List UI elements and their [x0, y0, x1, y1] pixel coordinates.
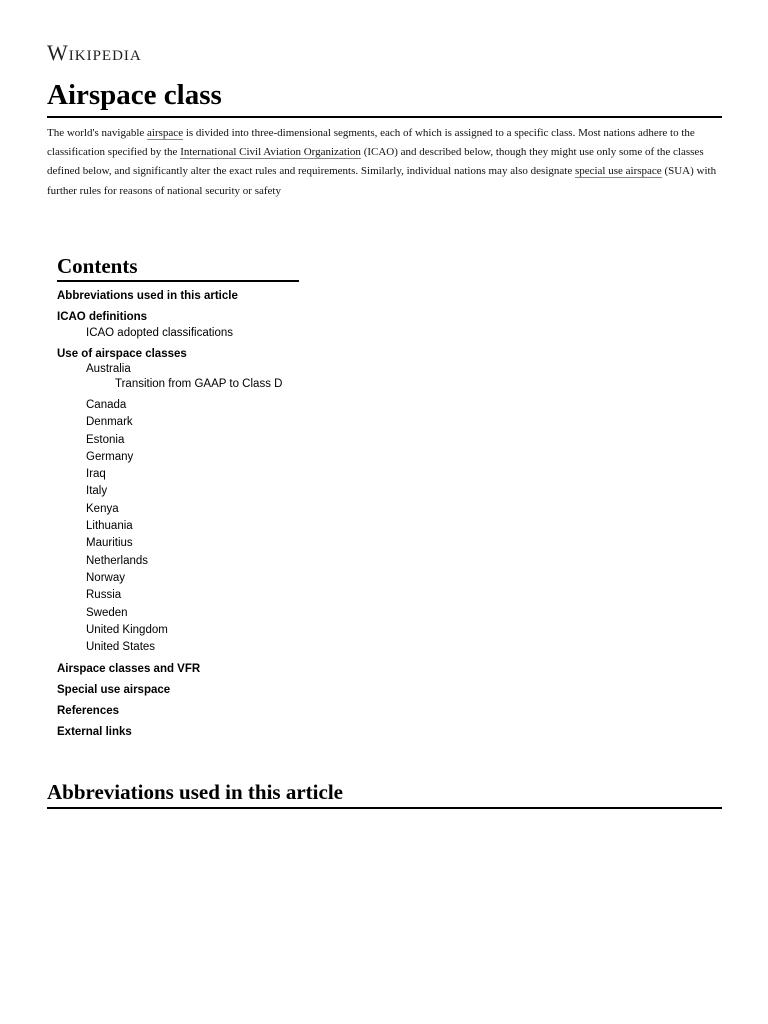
toc-item-use-of-classes[interactable]: Use of airspace classes	[57, 348, 187, 360]
toc-item-russia[interactable]: Russia	[86, 589, 122, 602]
page-title: Airspace class	[47, 77, 722, 118]
intro-text-3: (ICAO) and described below, though they might use only some of the classes defined below, and significantly alter the exact rules and requirements. Similarly, individual nations may also designate	[47, 146, 704, 178]
toc-item-abbreviations[interactable]: Abbreviations used in this article	[57, 290, 238, 302]
toc-item-netherlands[interactable]: Netherlands	[86, 554, 149, 567]
airspace-link[interactable]: airspace	[147, 127, 184, 139]
intro-paragraph	[47, 124, 725, 201]
toc-item-kenya[interactable]: Kenya	[86, 502, 119, 515]
toc-item-references[interactable]: References	[57, 705, 120, 718]
toc-item-special-use[interactable]: Special use airspace	[57, 684, 171, 697]
toc-item-estonia[interactable]: Estonia	[86, 433, 125, 446]
toc-item-icao-definitions[interactable]: ICAO definitions	[57, 311, 148, 323]
toc-item-external-links[interactable]: External links	[57, 726, 132, 739]
toc-item-transition-gaap[interactable]: Transition from GAAP to Class D	[115, 378, 283, 390]
intro-text-1: The world's navigable	[47, 127, 148, 139]
toc-item-united-states[interactable]: United States	[86, 641, 156, 654]
toc-item-lithuania[interactable]: Lithuania	[86, 520, 133, 533]
toc-item-iraq[interactable]: Iraq	[86, 468, 106, 481]
toc-item-icao-adopted[interactable]: ICAO adopted classifications	[86, 327, 234, 339]
wikipedia-logo[interactable]: Wikipedia	[47, 40, 142, 65]
icao-link[interactable]: International Civil Aviation Organization	[180, 146, 361, 159]
toc-item-australia[interactable]: Australia	[86, 363, 131, 375]
toc-item-canada[interactable]: Canada	[86, 399, 127, 411]
toc-title: Contents	[57, 253, 299, 282]
toc-item-norway[interactable]: Norway	[86, 571, 125, 584]
toc-item-denmark[interactable]: Denmark	[86, 416, 133, 429]
intro-text-4: (SUA) with further rules for reasons of national security or safety	[47, 165, 717, 197]
toc-item-classes-vfr[interactable]: Airspace classes and VFR	[57, 663, 201, 676]
toc-item-italy[interactable]: Italy	[86, 485, 108, 498]
intro-text-2: is divided into three-dimensional segments, each of which is assigned to a specific class. Most nations adhere to the classification specified by the	[47, 127, 695, 159]
toc-item-mauritius[interactable]: Mauritius	[86, 537, 133, 550]
table-of-contents	[57, 253, 357, 740]
section-heading-abbreviations: Abbreviations used in this article	[47, 779, 722, 809]
toc-item-germany[interactable]: Germany	[86, 450, 134, 463]
toc-item-united-kingdom[interactable]: United Kingdom	[86, 623, 168, 636]
special-use-airspace-link[interactable]: special use airspace	[574, 165, 662, 178]
toc-item-sweden[interactable]: Sweden	[86, 606, 128, 619]
